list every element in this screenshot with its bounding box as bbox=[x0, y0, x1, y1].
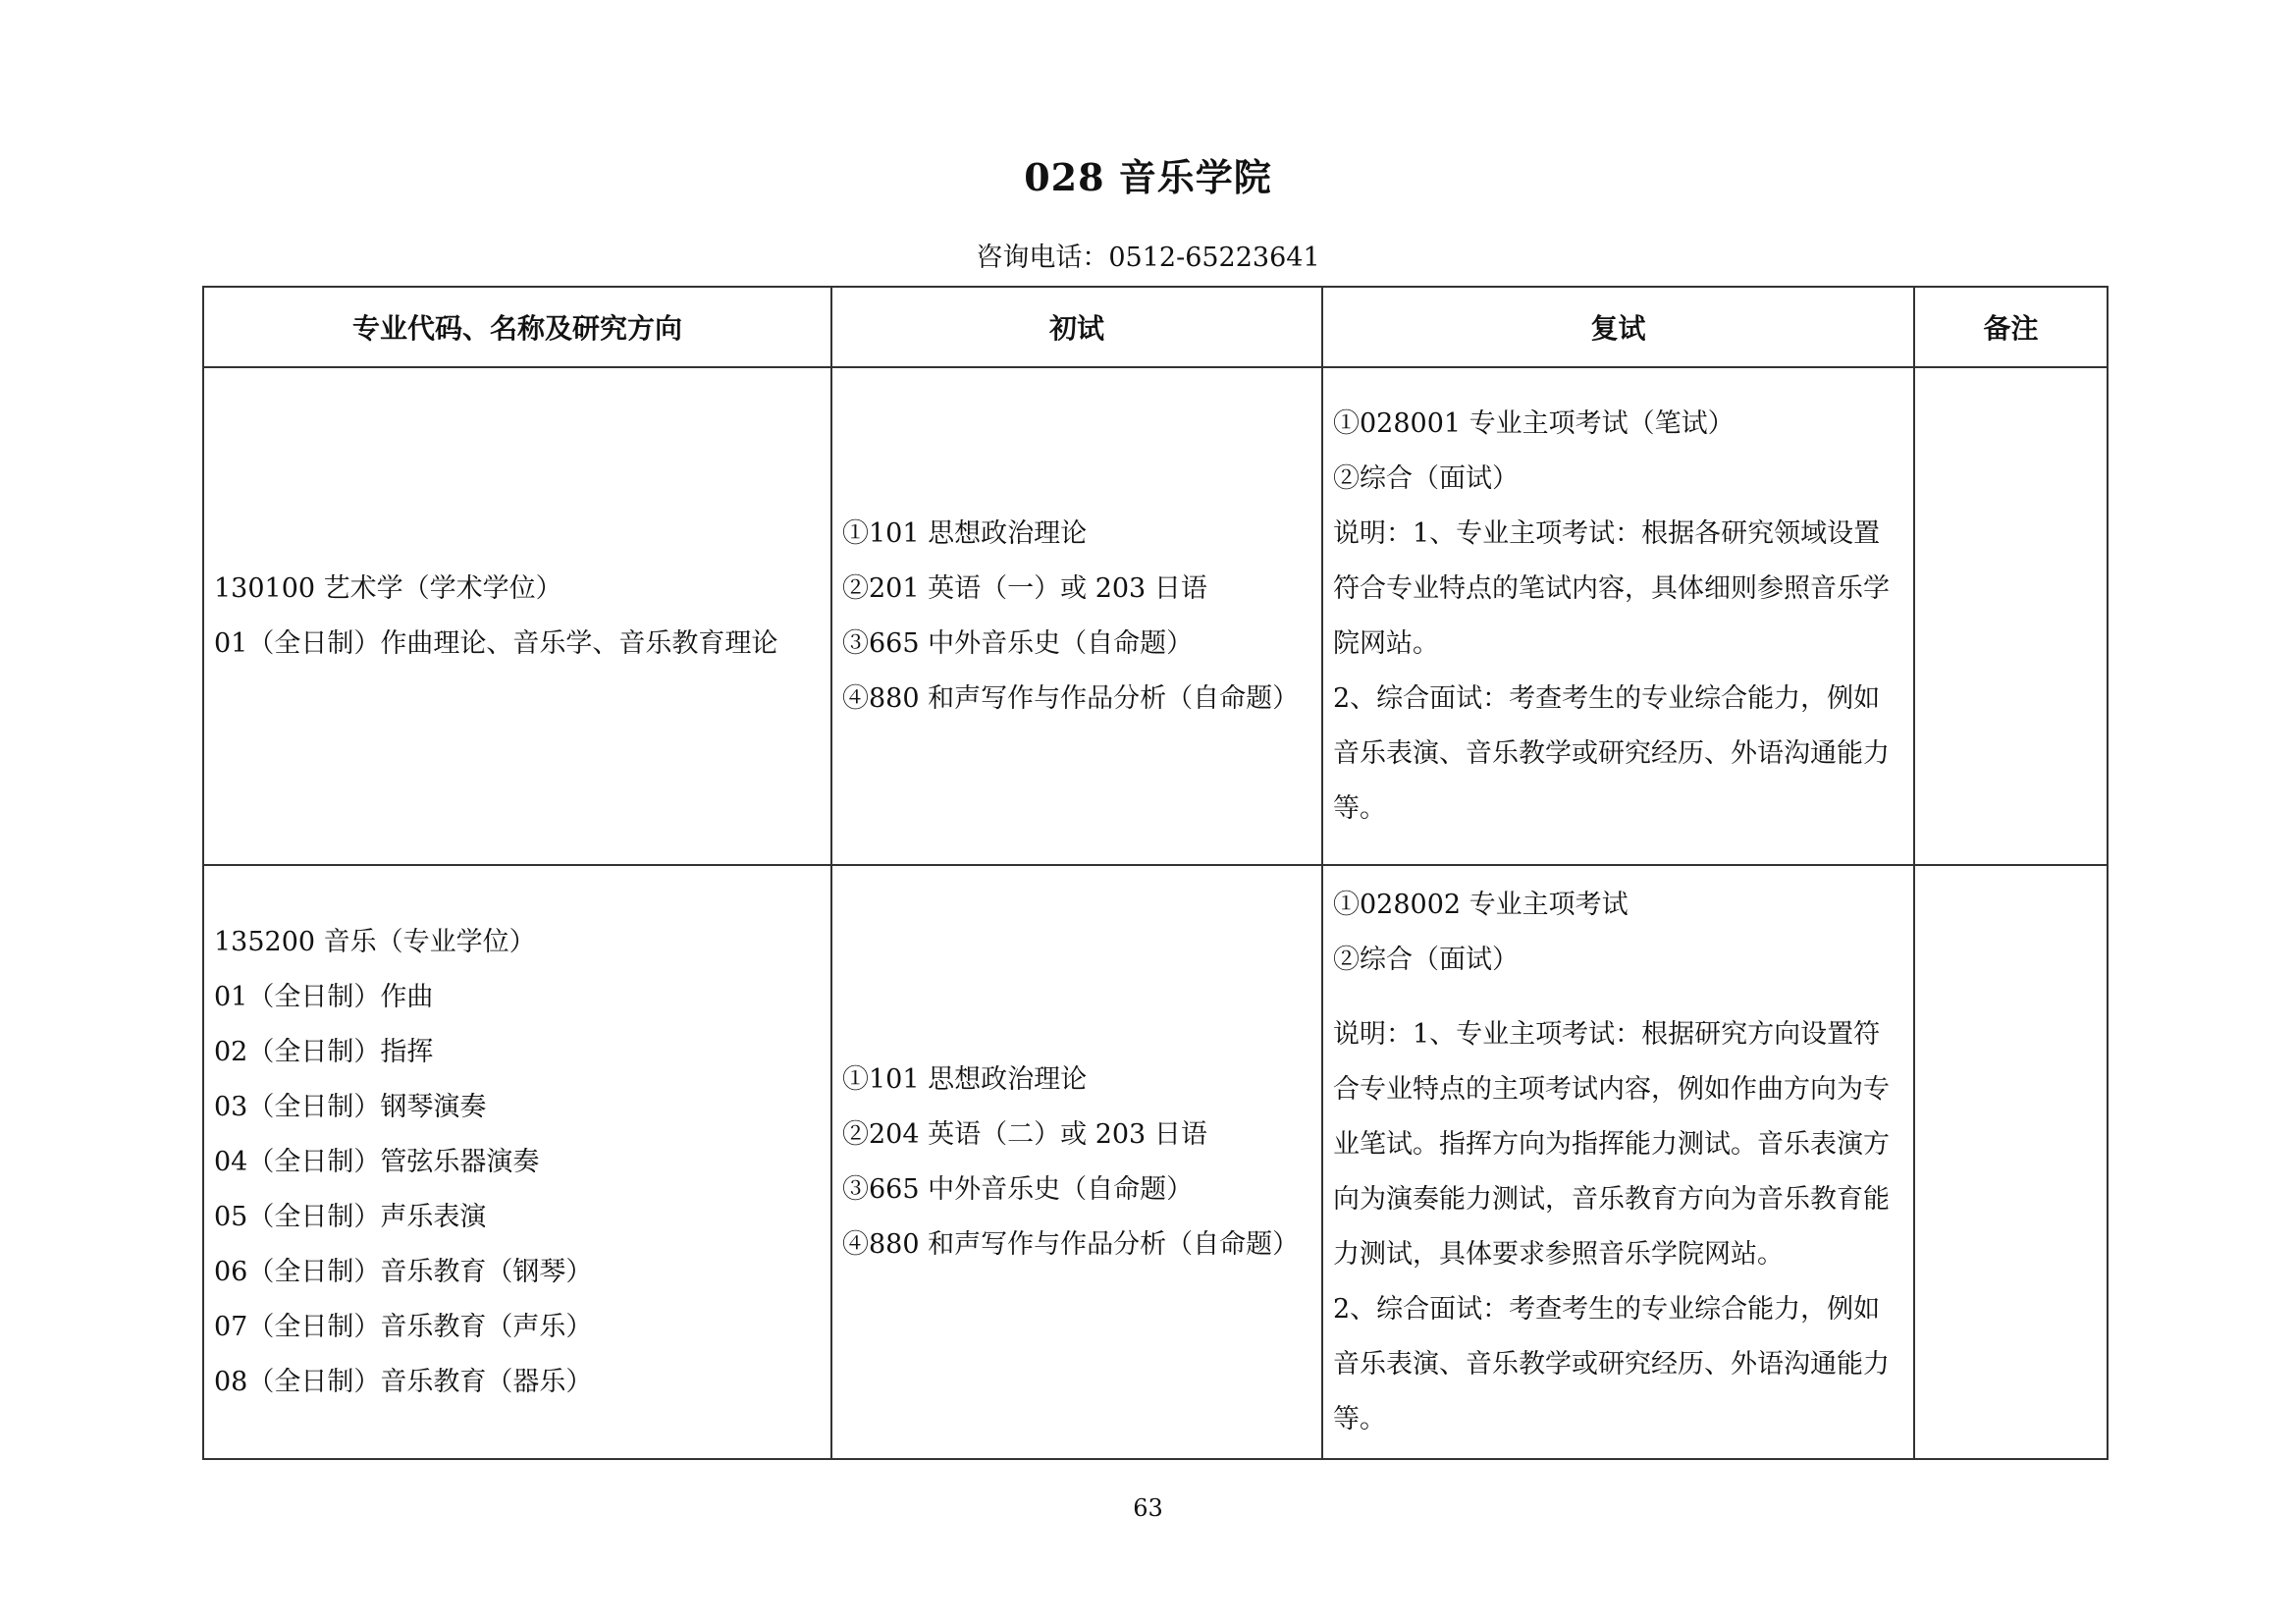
fushi-item: ②综合（面试） bbox=[1333, 462, 1519, 494]
header-fushi: 复试 bbox=[1322, 287, 1914, 367]
fushi-cell bbox=[1322, 865, 1914, 1459]
fushi-note: 说明：1、专业主项考试：根据各研究领域设置符合专业特点的笔试内容，具体细则参照音乐学院网站。 bbox=[1333, 517, 1890, 659]
beizhu-cell bbox=[1914, 865, 2108, 1459]
major-line: 01（全日制）作曲 bbox=[214, 981, 434, 1012]
fushi-item: ①028001 专业主项考试（笔试） bbox=[1333, 407, 1735, 439]
major-line: 135200 音乐（专业学位） bbox=[214, 926, 536, 957]
major-line: 04（全日制）管弦乐器演奏 bbox=[214, 1146, 540, 1177]
fushi-cell bbox=[1322, 367, 1914, 865]
beizhu-cell bbox=[1914, 367, 2108, 865]
chushi-line: ①101 思想政治理论 bbox=[842, 1063, 1088, 1095]
major-line: 05（全日制）声乐表演 bbox=[214, 1201, 487, 1232]
chushi-line: ④880 和声写作与作品分析（自命题） bbox=[842, 682, 1300, 714]
major-cell bbox=[203, 367, 831, 865]
major-line: 01（全日制）作曲理论、音乐学、音乐教育理论 bbox=[214, 627, 778, 659]
fushi-note: 2、综合面试：考查考生的专业综合能力，例如音乐表演、音乐教学或研究经历、外语沟通能力等。 bbox=[1333, 682, 1890, 824]
contact-phone: 咨询电话：0512-65223641 bbox=[976, 243, 1320, 273]
table-row bbox=[203, 865, 2108, 1459]
fushi-note: 2、综合面试：考查考生的专业综合能力，例如音乐表演、音乐教学或研究经历、外语沟通能力等。 bbox=[1333, 1293, 1890, 1435]
chushi-cell bbox=[831, 865, 1322, 1459]
fushi-item: ①028002 专业主项考试 bbox=[1333, 889, 1629, 920]
fushi-note: 说明：1、专业主项考试：根据研究方向设置符合专业特点的主项考试内容，例如作曲方向为专业笔试。指挥方向为指挥能力测试。音乐表演方向为演奏能力测试，音乐教育方向为音乐教育能力测试，具体要求参照音乐学院网站。 bbox=[1333, 1018, 1890, 1270]
chushi-line: ②204 英语（二）或 203 日语 bbox=[842, 1118, 1207, 1150]
header-chushi: 初试 bbox=[831, 287, 1322, 367]
major-line: 03（全日制）钢琴演奏 bbox=[214, 1091, 487, 1122]
header-beizhu: 备注 bbox=[1914, 287, 2108, 367]
major-line: 07（全日制）音乐教育（声乐） bbox=[214, 1311, 593, 1342]
major-line: 08（全日制）音乐教育（器乐） bbox=[214, 1366, 593, 1397]
chushi-cell bbox=[831, 367, 1322, 865]
admission-table bbox=[202, 286, 2109, 1460]
major-line: 130100 艺术学（学术学位） bbox=[214, 572, 562, 604]
chushi-line: ③665 中外音乐史（自命题） bbox=[842, 627, 1194, 659]
table-row bbox=[203, 367, 2108, 865]
header-major: 专业代码、名称及研究方向 bbox=[203, 287, 831, 367]
table-header-row bbox=[203, 287, 2108, 367]
fushi-item: ②综合（面试） bbox=[1333, 944, 1519, 975]
chushi-line: ④880 和声写作与作品分析（自命题） bbox=[842, 1228, 1300, 1260]
major-cell bbox=[203, 865, 831, 1459]
chushi-line: ③665 中外音乐史（自命题） bbox=[842, 1173, 1194, 1205]
major-line: 06（全日制）音乐教育（钢琴） bbox=[214, 1256, 593, 1287]
major-line: 02（全日制）指挥 bbox=[214, 1036, 434, 1067]
chushi-line: ①101 思想政治理论 bbox=[842, 517, 1088, 549]
chushi-line: ②201 英语（一）或 203 日语 bbox=[842, 572, 1207, 604]
page-number: 63 bbox=[1133, 1494, 1163, 1522]
page-title: 028 音乐学院 bbox=[1024, 155, 1272, 199]
